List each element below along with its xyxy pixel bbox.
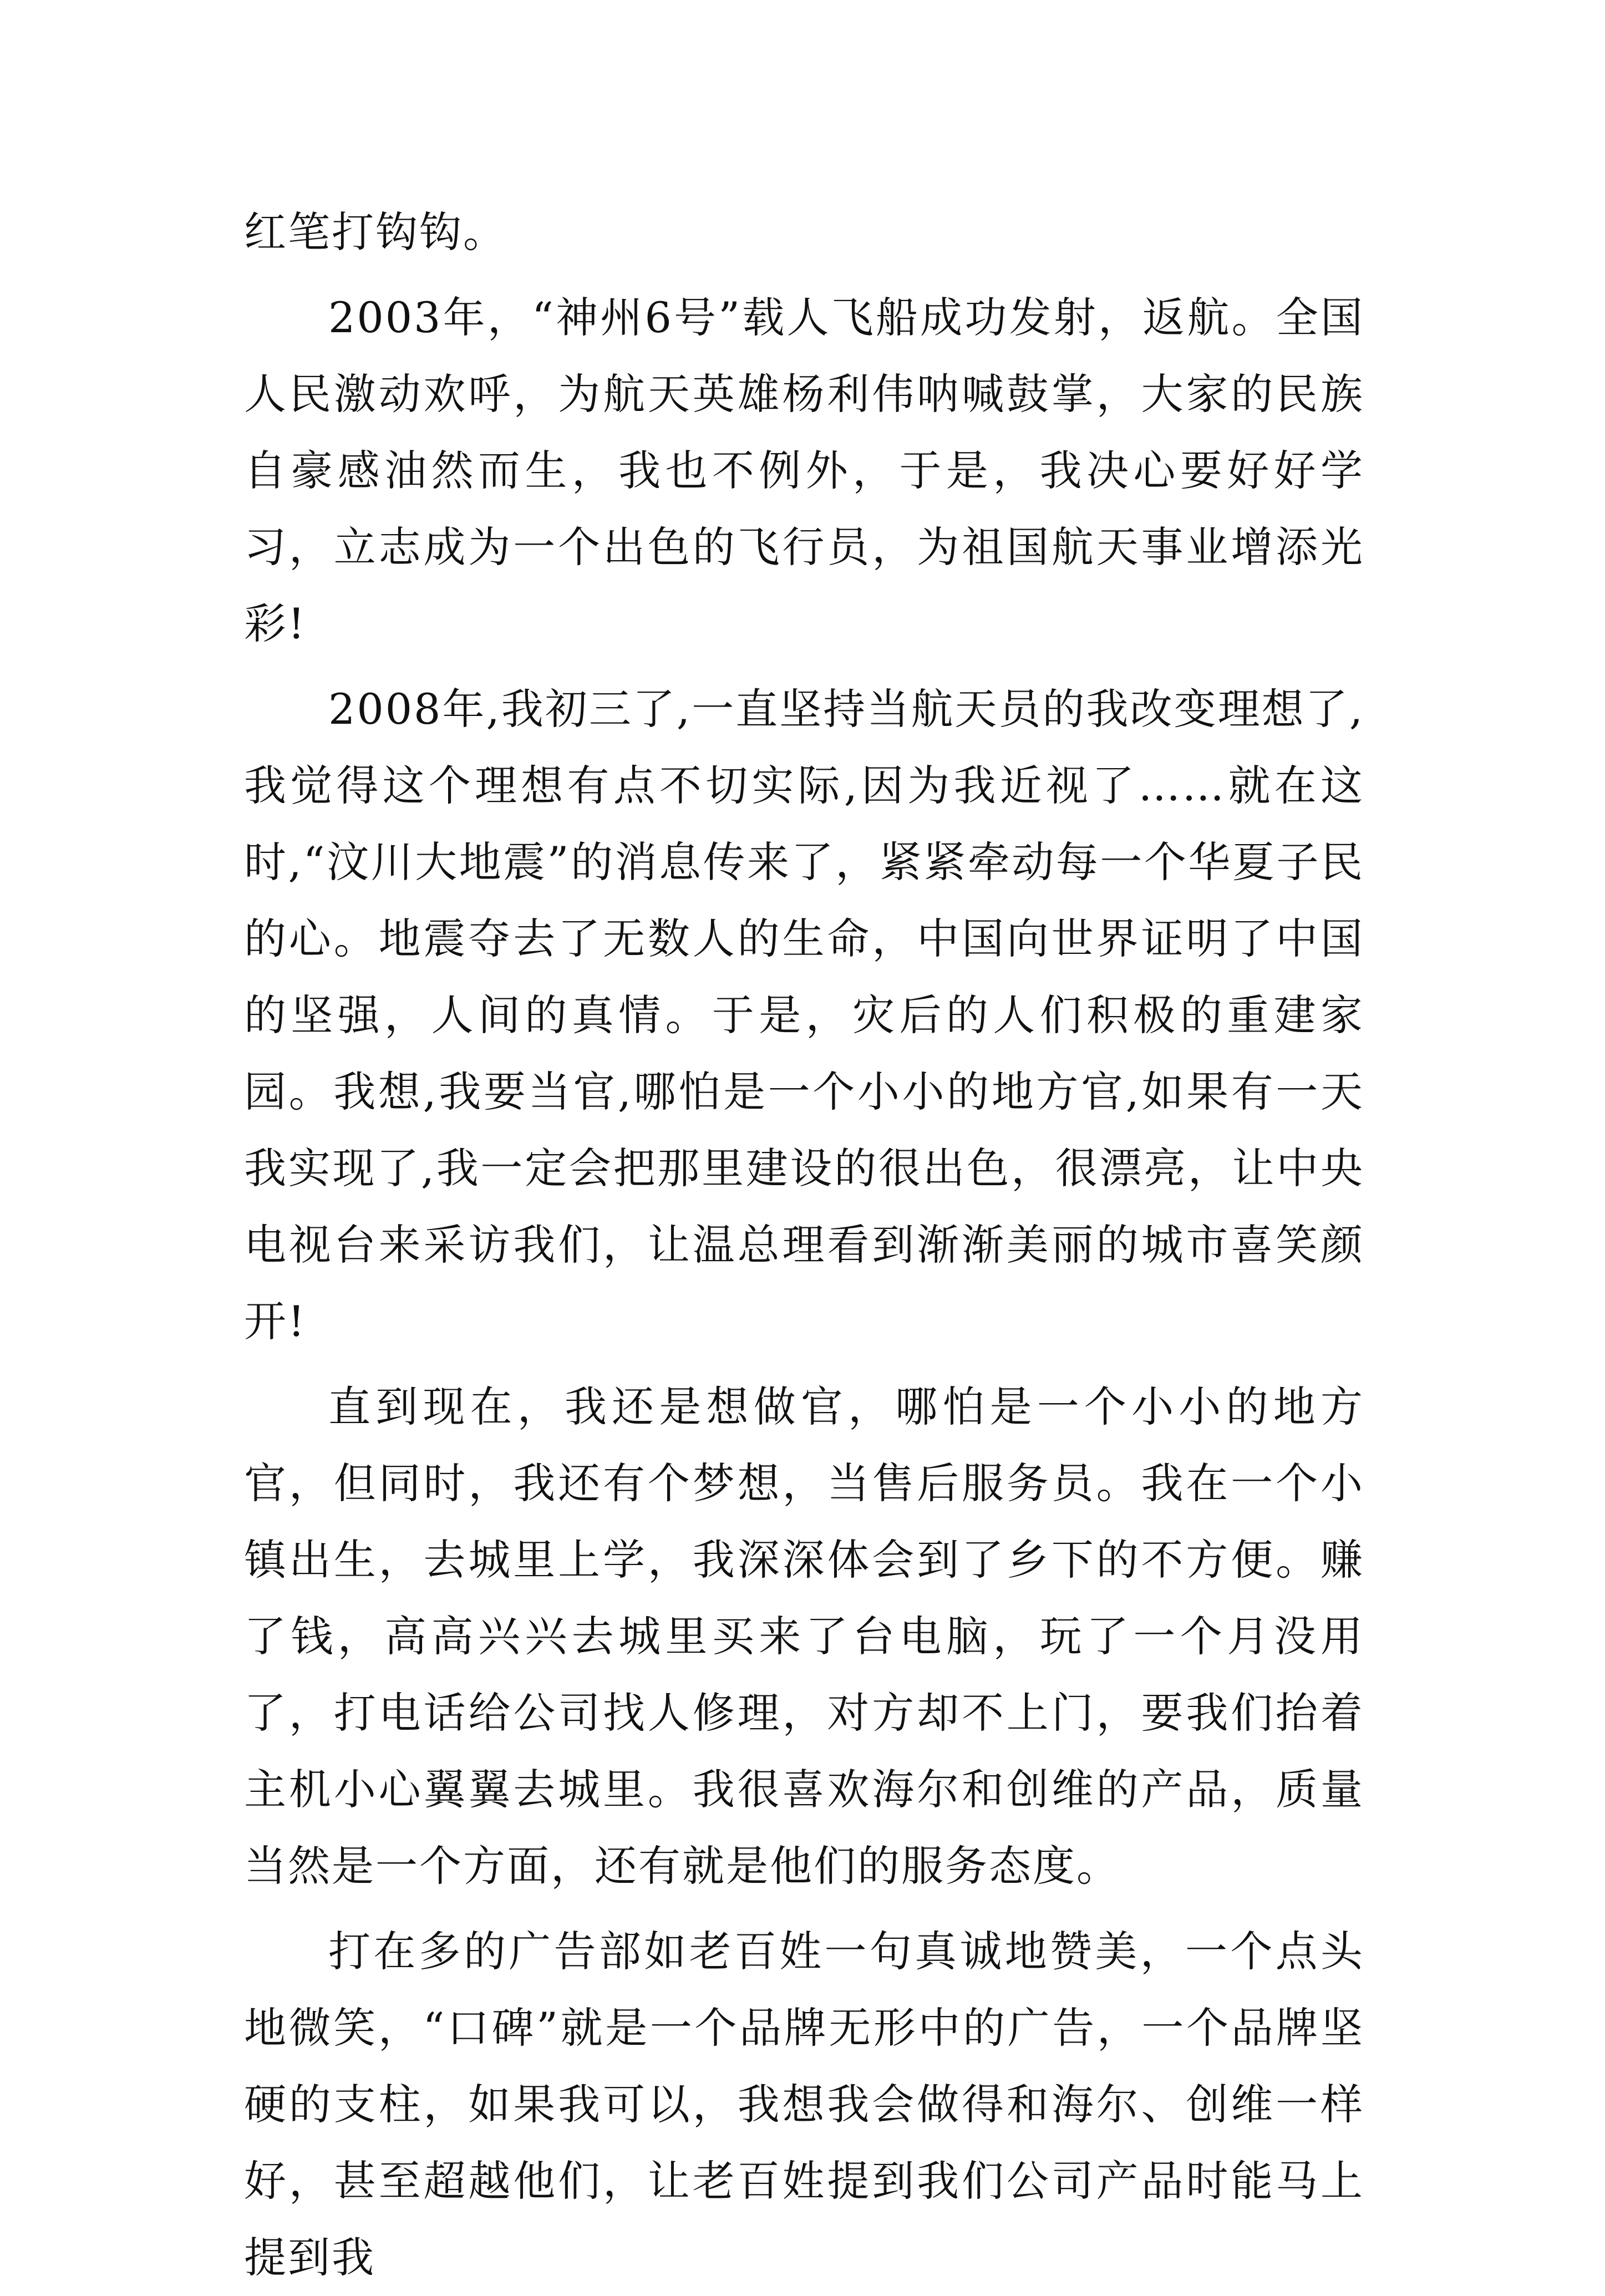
paragraph-after-sales: 直到现在，我还是想做官，哪怕是一个小小的地方官，但同时，我还有个梦想，当售后服务员。我在一个小镇出生，去城里上学，我深深体会到了乡下的不方便。赚了钱，高高兴兴去城里买来了台电脑，玩了一个月没用了，打电话给公司找人修理，对方却不上门，要我们抬着主机小心翼翼去城里。我很喜欢海尔和创维的产品，质量当然是一个方面，还有就是他们的服务态度。 xyxy=(244,1382,1364,1891)
paragraph-wenchuan: 2008年,我初三了,一直坚持当航天员的我改变理想了,我觉得这个理想有点不切实际,因为我近视了……就在这时,“汶川大地震”的消息传来了，紧紧牵动每一个华夏子民的心。地震夺去了无数人的生命，中国向世界证明了中国的坚强，人间的真情。于是，灾后的人们积极的重建家园。我想,我要当官,哪怕是一个小小的地方官,如果有一天我实现了,我一定会把那里建设的很出色，很漂亮，让中央电视台来采访我们，让温总理看到渐渐美丽的城市喜笑颜开! xyxy=(244,684,1364,1346)
document-page xyxy=(244,194,1364,2296)
paragraph-continuation: 红笔打钩钩。 xyxy=(244,207,507,257)
paragraph-word-of-mouth: 打在多的广告部如老百姓一句真诚地赞美，一个点头地微笑，“口碑”就是一个品牌无形中的广告，一个品牌坚硬的支柱，如果我可以，我想我会做得和海尔、创维一样好，甚至超越他们，让老百姓提到我们公司产品时能马上提到我 xyxy=(244,1927,1364,2282)
paragraph-shenzhou: 2003年，“神州6号”载人飞船成功发射，返航。全国人民激动欢呼，为航天英雄杨利伟呐喊鼓掌，大家的民族自豪感油然而生，我也不例外，于是，我决心要好好学习，立志成为一个出色的飞行员，为祖国航天事业增添光彩! xyxy=(244,293,1364,648)
